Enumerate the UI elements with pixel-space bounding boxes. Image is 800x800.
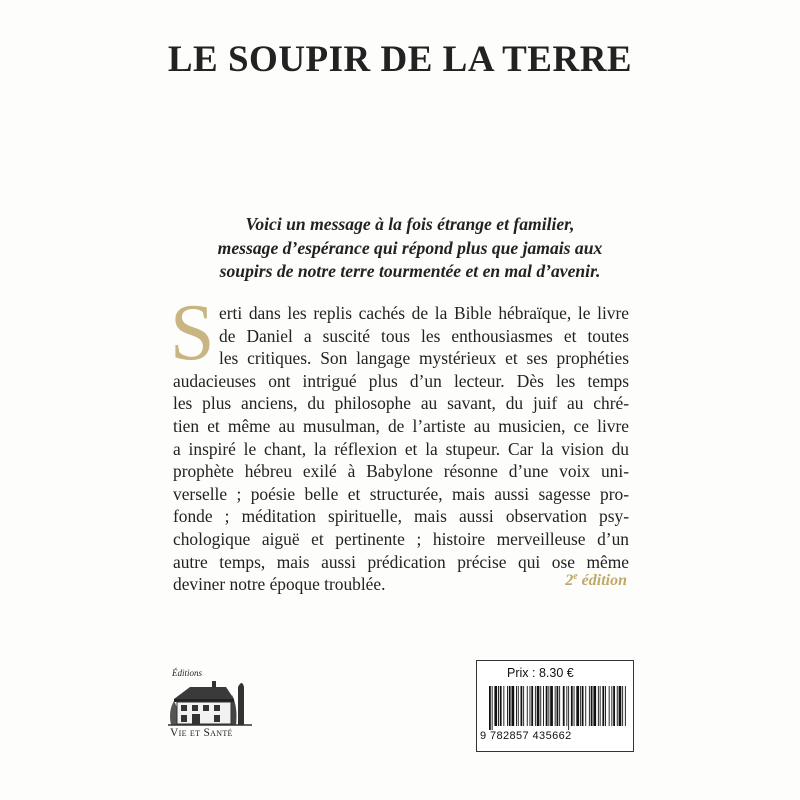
paragraph-line: tien et même au musulman, de l’artiste au musicien, ce livre [173,415,629,436]
barcode-stripe [500,686,502,726]
barcode-stripe [507,686,508,726]
house-illustration-icon [168,677,252,727]
barcode-stripe [611,686,612,726]
tagline-line: soupirs de notre terre tourmentée et en mal d’avenir. [219,261,601,281]
barcode-stripe [576,686,579,726]
publisher-name: Vie et Santé [170,727,233,739]
barcode-stripe [557,686,559,726]
barcode-stripe [503,686,504,726]
barcode-stripe [582,686,584,726]
barcode-stripe [546,686,548,726]
paragraph-line: les plus anciens, du philosophe au savant, du juif au chré- [173,393,629,414]
barcode-stripe [498,686,499,726]
paragraph-line: audacieuses ont intrigué plus d’un lecteur. Dès les temps [173,370,629,391]
paragraph-line: de Daniel a suscité tous les enthousiasmes et toutes [219,325,629,346]
barcode-stripe [613,686,615,726]
book-title: LE SOUPIR DE LA TERRE [167,39,633,80]
barcode-stripe [580,686,581,726]
barcode-stripe [563,686,565,726]
barcode-stripe [589,686,590,726]
paragraph-line: prophète hébreu exilé à Babylone résonne d’une voix uni- [173,461,629,482]
barcode-stripe [530,686,531,726]
tagline-line: message d’espérance qui répond plus que jamais aux [217,237,603,258]
barcode-stripe [622,686,623,726]
barcode-stripe [619,686,622,726]
barcode-stripe [559,686,560,726]
barcode-stripe [537,686,540,726]
edition-number: 2 [565,572,574,589]
edition-suffix: e [573,571,578,582]
paragraph-line: fonde ; méditation spirituelle, mais aussi observation psy- [173,506,629,527]
barcode-stripe [509,686,511,726]
barcode-stripe [600,686,601,726]
paragraph-line: a inspiré le chant, la réflexion et la stupeur. Car la vision du [173,438,629,459]
tagline [150,213,670,284]
paragraph-line: verselle ; poésie belle et structurée, mais aussi sagesse pro- [173,483,629,504]
barcode-stripe [593,686,596,726]
barcode-stripe [492,686,493,730]
barcode-stripe [535,686,536,726]
tagline-line: Voici un message à la fois étrange et familier, [245,214,575,234]
barcode-stripe [598,686,599,726]
barcode-stripe [555,686,556,726]
edition-label [555,571,627,590]
barcode-stripe [625,686,626,726]
barcode-stripe [543,686,544,726]
barcode-stripe [605,686,606,726]
barcode-stripe [512,686,515,726]
barcode-stripe [523,686,524,726]
barcode-stripe [518,686,519,726]
paragraph-line: deviner notre époque troublée. [173,574,386,595]
isbn-number: 9 782857 435662 [480,730,572,742]
price-label: Prix : 8.30 € [507,666,574,680]
barcode-stripe [516,686,517,726]
barcode-stripe [568,686,569,730]
edition-word: édition [581,572,627,589]
barcode-stripe [585,686,586,726]
blurb-paragraph [173,302,629,596]
paragraph-line: chologique aiguë et pertinente ; histoire merveilleuse d’un [173,528,629,549]
barcode-stripe [550,686,553,726]
barcode-stripe [566,686,567,726]
barcode-icon [488,686,626,730]
barcode-stripe [521,686,523,726]
paragraph-line: erti dans les replis cachés de la Bible hébraïque, le livre [219,303,629,323]
publisher-logo [168,668,254,744]
paragraph-line: autre temps, mais aussi prédication précise qui ose même [173,551,629,572]
barcode-stripe [531,686,533,726]
barcode-stripe [574,686,575,726]
barcode-stripe [527,686,528,726]
paragraph-line: les critiques. Son langage mystérieux et ses prophéties [219,348,629,369]
publisher-top-label: Éditions [172,668,203,678]
barcode-stripe [609,686,610,726]
barcode-stripe [602,686,604,726]
barcode-stripe [617,686,618,726]
barcode-stripe [540,686,541,726]
barcode-stripe [591,686,593,726]
barcode-stripe [548,686,549,726]
barcode-stripe [489,686,491,730]
barcode-stripe [494,686,497,726]
drop-cap: S [170,289,215,377]
barcode-stripe [571,686,573,726]
